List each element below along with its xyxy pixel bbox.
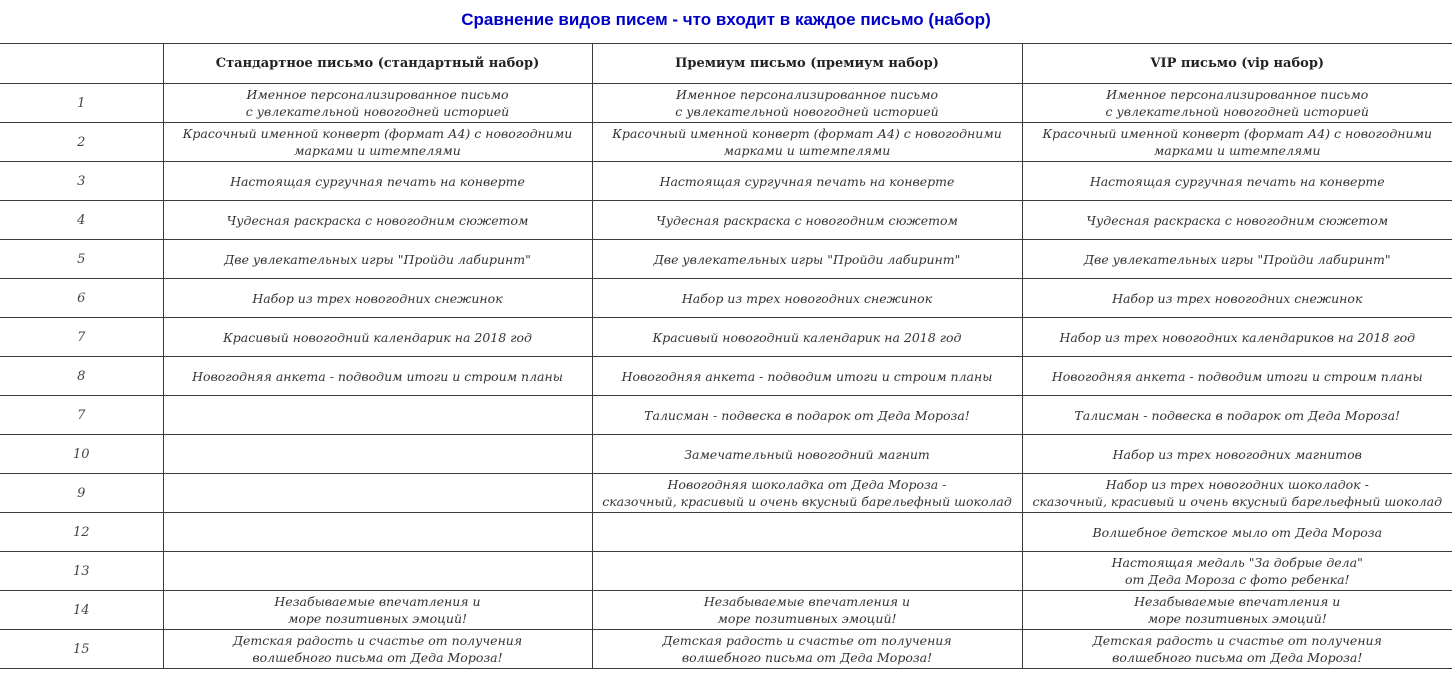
- vip-cell-line: сказочный, красивый и очень вкусный барельефный шоколад: [1032, 494, 1443, 509]
- standard-cell-line: Две увлекательных игры "Пройди лабиринт": [224, 251, 531, 267]
- standard-cell-line: с увлекательной новогодней историей: [245, 104, 510, 119]
- premium-cell-line: море позитивных эмоций!: [717, 611, 897, 626]
- standard-cell-line: Красивый новогодний календарик на 2018 год: [223, 329, 532, 345]
- premium-cell: [592, 162, 1022, 201]
- row-number: 1: [0, 84, 163, 123]
- vip-cell-line: Набор из трех новогодних шоколадок -: [1105, 477, 1369, 492]
- vip-cell-line: Красочный именной конверт (формат А4) с новогодними: [1042, 126, 1433, 141]
- table-row: [0, 201, 1452, 240]
- header-number: [0, 44, 163, 84]
- premium-cell: [592, 201, 1022, 240]
- standard-cell-line: Новогодняя анкета - подводим итоги и строим планы: [192, 368, 563, 384]
- standard-cell-line: марками и штемпелями: [294, 143, 461, 158]
- vip-cell-line: Талисман - подвеска в подарок от Деда Мороза!: [1074, 407, 1401, 423]
- vip-cell: [1022, 201, 1452, 240]
- row-number: 2: [0, 123, 163, 162]
- vip-cell: [1022, 591, 1452, 630]
- vip-cell-line: марками и штемпелями: [1153, 143, 1321, 158]
- vip-cell-line: Настоящая сургучная печать на конверте: [1089, 173, 1385, 189]
- vip-cell: [1022, 357, 1452, 396]
- premium-cell: [592, 357, 1022, 396]
- premium-cell-line: Красивый новогодний календарик на 2018 год: [652, 329, 962, 345]
- vip-cell: [1022, 435, 1452, 474]
- row-number: 5: [0, 240, 163, 279]
- premium-cell: [592, 630, 1022, 669]
- table-row: [0, 240, 1452, 279]
- premium-cell-line: марками и штемпелями: [723, 143, 891, 158]
- row-number: 13: [0, 552, 163, 591]
- standard-cell-line: море позитивных эмоций!: [287, 611, 468, 626]
- premium-cell: [592, 318, 1022, 357]
- table-row: [0, 396, 1452, 435]
- vip-cell-line: от Деда Мороза с фото ребенка!: [1124, 572, 1350, 587]
- premium-cell-line: Детская радость и счастье от получения: [662, 633, 952, 648]
- premium-cell-line: Незабываемые впечатления и: [703, 594, 911, 609]
- standard-cell: [163, 474, 592, 513]
- vip-cell-line: с увлекательной новогодней историей: [1105, 104, 1369, 119]
- vip-cell-line: Набор из трех новогодних календариков на 2018 год: [1059, 329, 1416, 345]
- row-number: 10: [0, 435, 163, 474]
- premium-cell-line: Талисман - подвеска в подарок от Деда Мороза!: [644, 407, 970, 423]
- premium-cell-line: Две увлекательных игры "Пройди лабиринт": [653, 251, 961, 267]
- premium-cell-line: Чудесная раскраска с новогодним сюжетом: [656, 212, 958, 228]
- vip-cell-line: Набор из трех новогодних магнитов: [1112, 446, 1362, 462]
- standard-cell-line: Настоящая сургучная печать на конверте: [230, 173, 525, 189]
- standard-cell: [163, 201, 592, 240]
- vip-cell-line: Набор из трех новогодних снежинок: [1112, 290, 1363, 306]
- row-number: 3: [0, 162, 163, 201]
- header-standard: Стандартное письмо (стандартный набор): [163, 44, 592, 84]
- vip-cell: [1022, 240, 1452, 279]
- vip-cell-line: Две увлекательных игры "Пройди лабиринт": [1083, 251, 1391, 267]
- row-number: 14: [0, 591, 163, 630]
- table-body: [0, 84, 1452, 669]
- premium-cell-line: Настоящая сургучная печать на конверте: [659, 173, 955, 189]
- premium-cell: [592, 435, 1022, 474]
- row-number: 12: [0, 513, 163, 552]
- table-row: [0, 162, 1452, 201]
- standard-cell: [163, 357, 592, 396]
- premium-cell: [592, 279, 1022, 318]
- premium-cell: [592, 513, 1022, 552]
- page-title: Сравнение видов писем - что входит в каждое письмо (набор): [461, 10, 991, 29]
- table-row: [0, 435, 1452, 474]
- table-row: [0, 513, 1452, 552]
- premium-cell: [592, 591, 1022, 630]
- standard-cell: [163, 591, 592, 630]
- row-number: 15: [0, 630, 163, 669]
- premium-cell-line: Именное персонализированное письмо: [676, 87, 938, 102]
- premium-cell: [592, 240, 1022, 279]
- row-number: 8: [0, 357, 163, 396]
- table-row: [0, 591, 1452, 630]
- premium-cell-line: сказочный, красивый и очень вкусный барельефный шоколад: [602, 494, 1012, 509]
- table-row: [0, 279, 1452, 318]
- vip-cell: [1022, 162, 1452, 201]
- row-number: 4: [0, 201, 163, 240]
- header-vip: VIP письмо (vip набор): [1022, 44, 1452, 84]
- vip-cell-line: море позитивных эмоций!: [1147, 611, 1327, 626]
- vip-cell: [1022, 552, 1452, 591]
- vip-cell: [1022, 84, 1452, 123]
- premium-cell-line: с увлекательной новогодней историей: [675, 104, 939, 119]
- standard-cell-line: Чудесная раскраска с новогодним сюжетом: [226, 212, 529, 228]
- vip-cell-line: Детская радость и счастье от получения: [1092, 633, 1382, 648]
- vip-cell: [1022, 630, 1452, 669]
- standard-cell: [163, 162, 592, 201]
- standard-cell-line: Незабываемые впечатления и: [274, 594, 481, 609]
- premium-cell-line: Новогодняя анкета - подводим итоги и строим планы: [621, 368, 993, 384]
- premium-cell: [592, 84, 1022, 123]
- premium-cell: [592, 474, 1022, 513]
- vip-cell: [1022, 513, 1452, 552]
- standard-cell: [163, 630, 592, 669]
- standard-cell: [163, 435, 592, 474]
- premium-cell-line: Новогодняя шоколадка от Деда Мороза -: [667, 477, 947, 492]
- standard-cell: [163, 240, 592, 279]
- premium-cell-line: волшебного письма от Деда Мороза!: [681, 650, 933, 665]
- row-number: 6: [0, 279, 163, 318]
- standard-cell: [163, 123, 592, 162]
- header-row: [0, 44, 1452, 84]
- vip-cell: [1022, 123, 1452, 162]
- row-number: 7: [0, 318, 163, 357]
- table-row: [0, 318, 1452, 357]
- standard-cell: [163, 84, 592, 123]
- comparison-table: [0, 43, 1452, 669]
- vip-cell: [1022, 318, 1452, 357]
- vip-cell-line: Настоящая медаль "За добрые дела": [1111, 555, 1363, 570]
- vip-cell: [1022, 474, 1452, 513]
- vip-cell: [1022, 279, 1452, 318]
- standard-cell-line: Красочный именной конверт (формат А4) с новогодними: [182, 126, 573, 141]
- table-row: [0, 552, 1452, 591]
- vip-cell-line: Незабываемые впечатления и: [1134, 594, 1341, 609]
- premium-cell: [592, 123, 1022, 162]
- premium-cell-line: Набор из трех новогодних снежинок: [681, 290, 933, 306]
- standard-cell: [163, 318, 592, 357]
- table-row: [0, 630, 1452, 669]
- standard-cell-line: Именное персонализированное письмо: [246, 87, 509, 102]
- premium-cell-line: Красочный именной конверт (формат А4) с новогодними: [612, 126, 1002, 141]
- standard-cell: [163, 513, 592, 552]
- premium-cell: [592, 552, 1022, 591]
- row-number: 7: [0, 396, 163, 435]
- table-row: [0, 474, 1452, 513]
- vip-cell-line: Чудесная раскраска с новогодним сюжетом: [1086, 212, 1389, 228]
- standard-cell-line: Детская радость и счастье от получения: [232, 633, 523, 648]
- standard-cell: [163, 279, 592, 318]
- vip-cell-line: волшебного письма от Деда Мороза!: [1112, 650, 1363, 665]
- standard-cell-line: волшебного письма от Деда Мороза!: [252, 650, 503, 665]
- standard-cell: [163, 396, 592, 435]
- table-row: [0, 123, 1452, 162]
- row-number: 9: [0, 474, 163, 513]
- vip-cell-line: Волшебное детское мыло от Деда Мороза: [1092, 524, 1383, 540]
- standard-cell: [163, 552, 592, 591]
- vip-cell-line: Новогодняя анкета - подводим итоги и строим планы: [1051, 368, 1423, 384]
- premium-cell-line: Замечательный новогодний магнит: [684, 446, 930, 462]
- premium-cell: [592, 396, 1022, 435]
- vip-cell-line: Именное персонализированное письмо: [1106, 87, 1369, 102]
- vip-cell: [1022, 396, 1452, 435]
- header-premium: Премиум письмо (премиум набор): [592, 44, 1022, 84]
- standard-cell-line: Набор из трех новогодних снежинок: [252, 290, 503, 306]
- table-row: [0, 357, 1452, 396]
- table-row: [0, 84, 1452, 123]
